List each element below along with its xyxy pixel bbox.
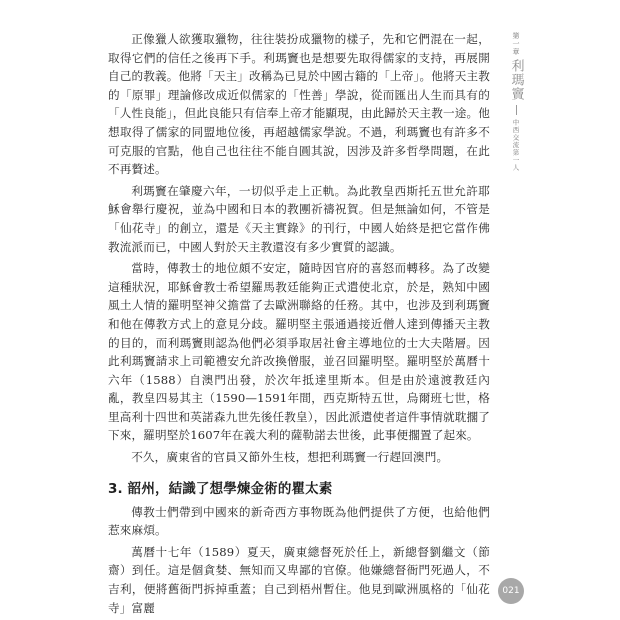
chapter-label: 第一章 [512, 32, 520, 56]
main-text-column [108, 30, 490, 617]
chapter-subtitle: 中西交流第一人 [511, 119, 520, 172]
paragraph-2: 利瑪竇在肇慶六年，一切似乎走上正軌。為此教皇西斯托五世允許耶穌會舉行慶祝，並為中國和日本的教團祈禱祝賀。但是無論如何，不管是「仙花寺」的創立，還是《天主實錄》的刊行，中國人始終是把它當作佛教流派而已，中國人對於天主教還沒有多少實質的認識。 [108, 183, 490, 254]
tab-divider [516, 105, 517, 115]
paragraph-3: 當時，傳教士的地位頗不安定，隨時因官府的喜怒而轉移。為了改變這種狀況，耶穌會教士希望羅馬教廷能夠正式遣使北京，於是，熟知中國風土人情的羅明堅神父擔當了去歐洲聯絡的任務。其中，也涉及到利瑪竇和他在傳教方式上的意見分歧。羅明堅主張通過接近僧人達到傳播天主教的目的，而利瑪竇則認為他們必須爭取居社會主導地位的士大夫階層。因此利瑪竇請求上司範禮安允許改換僧服，並召回羅明堅。羅明堅於萬曆十六年（1588）自澳門出發，於次年抵達里斯本。但是由於遠渡教廷內亂，教皇四易其主（1590—1591年間，西克斯特五世，烏爾班七世，格里高利十四世和英諾森九世先後任教皇），因此派遣使者這件事情就耽擱了下來，羅明堅於1607年在義大利的薩勒諾去世後，此事便擱置了起來。 [108, 261, 490, 443]
section-paragraph-1: 傳教士們帶到中國來的新奇西方事物既為他們提供了方便，也給他們惹來麻煩。 [108, 504, 490, 538]
section-paragraph-2: 萬曆十七年（1589）夏天，廣東總督死於任上，新總督劉繼文（節齋）到任。這是個貪婪、無知而又卑鄙的官僚。他嫌總督衙門死過人，不吉利，便將舊衙門拆掉重蓋；自己到梧州暫住。他見到歐洲風格的「仙花寺」富麗 [108, 544, 490, 615]
page-number: 021 [498, 578, 524, 604]
chapter-name: 利瑪竇 [508, 59, 524, 101]
paragraph-4: 不久，廣東省的官員又節外生枝，想把利瑪竇一行趕回澳門。 [131, 450, 449, 465]
paragraph-1: 正像獵人欲獲取獵物，往往裝扮成獵物的樣子，先和它們混在一起，取得它們的信任之後再下手。利瑪竇也是想要先取得儒家的支持，再展開自己的教義。他將「天主」改稱為已見於中國古籍的「上帝」。他將天主教的「原罪」理論修改成近似儒家的「性善」學說，從而匯出人生而具有的「人性良能」，但此良能只有信奉上帝才能顯現，由此歸於天主教一途。他想取得了儒家的同盟地位後，再超越儒家學說。不過，利瑪竇也有許多不可克服的官點，他自己也往往不能自圓其說，因涉及許多哲學問題，在此不再贅述。 [108, 32, 490, 177]
section-heading: 3. 韶州，結識了想學煉金術的瞿太素 [108, 480, 333, 497]
chapter-side-tab [505, 32, 527, 172]
